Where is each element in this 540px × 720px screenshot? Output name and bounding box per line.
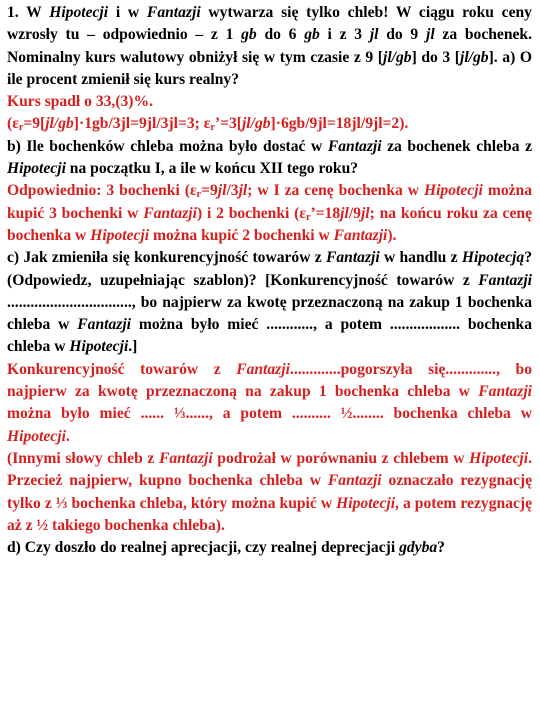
subscript: r: [196, 189, 202, 201]
paragraph-a1c: [7, 359, 532, 448]
text-run: b) Ile bochenków chleba można było dostać w: [7, 137, 328, 155]
italic-term: jl/gb: [382, 48, 412, 66]
text-run: . Przecież najpierw, kupno bochenka chleba w: [7, 449, 532, 490]
text-run: ]·6gb/9jl=18jl/9jl=2).: [270, 115, 409, 133]
text-run: d) Czy doszło do realnej aprecjacji, czy realnej deprecjacji: [7, 539, 400, 557]
text-run: i w: [108, 4, 147, 21]
text-run: ................................, bo najpierw za kwotę przeznaczoną na zakup 1 bochenka chleba w: [7, 293, 532, 334]
text-run: w handlu z: [379, 249, 462, 267]
italic-term: jl: [425, 26, 435, 44]
italic-term: jl: [369, 26, 379, 44]
italic-term: Fantazji: [333, 226, 388, 244]
text-run: do 9: [378, 26, 426, 44]
paragraph-q1: [7, 2, 532, 91]
italic-term: Fantazji: [478, 383, 532, 401]
text-run: na początku I, a ile w końcu XII tego roku?: [65, 160, 359, 178]
italic-term: Hipotecji: [49, 4, 109, 21]
italic-term: Hipotecji: [90, 226, 150, 244]
paragraph-a1c-expl: [7, 448, 532, 537]
italic-term: Fantazji: [325, 249, 380, 267]
italic-term: Fantazji: [77, 316, 131, 334]
text-run: =9: [201, 182, 218, 200]
text-run: oznaczało rezygnację tylko z ⅓ bochenka chleba, który można kupić w: [7, 472, 532, 512]
text-run: ]. a) O ile procent zmienił się kurs realny?: [7, 48, 533, 88]
text-run: ] do 3 [: [411, 48, 461, 66]
text-run: .............pogorszyła się............., bo najpierw za kwotę przeznaczoną na zakup 1 bochenka chleba w: [7, 360, 532, 401]
text-run: ) i 2 bochenki (ε: [196, 204, 307, 222]
italic-term: Hipotecji: [7, 427, 66, 445]
text-run: ).: [387, 226, 397, 244]
italic-term: Hipotecji: [7, 160, 66, 178]
italic-term: Hipotecji: [69, 338, 129, 356]
italic-term: Fantazji: [478, 271, 532, 289]
text-run: ]·1gb/3jl=9jl/3jl=3; ε: [73, 115, 211, 133]
text-run: (Innymi słowy chleb z: [7, 449, 159, 467]
text-run: ; na końcu roku za cenę bochenka w: [7, 204, 532, 244]
text-run: i z 3: [319, 26, 370, 44]
text-run: podrożał w porównaniu z chlebem w: [212, 449, 470, 467]
paragraph-q1d: [7, 537, 532, 559]
italic-term: gb: [241, 26, 257, 44]
paragraph-q1b: [7, 136, 532, 181]
subscript: r: [210, 122, 215, 134]
paragraph-a1: [7, 91, 532, 113]
text-run: można kupić 3 bochenki w: [7, 182, 533, 222]
text-run: ; w I za cenę bochenka w: [247, 182, 424, 200]
text-run: za bochenek. Nominalny kurs walutowy obniżył się w tym czasie z 9 [: [7, 26, 533, 66]
text-run: ? (Odpowiedz, uzupełniając szablon)? [Konkurencyjność towarów z: [7, 249, 532, 289]
italic-term: Fantazji: [327, 472, 382, 490]
text-run: .: [65, 427, 70, 445]
text-run: .]: [128, 338, 138, 356]
paragraph-q1c: [7, 247, 532, 358]
italic-term: Hipotecji: [423, 182, 483, 200]
italic-term: Fantazji: [327, 137, 382, 155]
text-run: 1. W: [7, 4, 50, 21]
document-body: [7, 2, 532, 559]
text-run: za bochenek chleba z: [381, 137, 532, 155]
text-run: , a potem rezygnację aż z ½ takiego bochenka chleba).: [7, 494, 532, 534]
italic-term: gdyba: [399, 539, 438, 557]
text-run: Konkurencyjność towarów z: [7, 360, 237, 378]
italic-term: jl: [360, 204, 370, 222]
italic-term: gb: [304, 26, 320, 44]
text-run: Odpowiednio: 3 bochenki (ε: [7, 182, 197, 200]
italic-term: Hipotecji: [336, 494, 396, 512]
italic-term: jl/gb: [45, 115, 74, 133]
text-run: /3: [226, 182, 239, 200]
italic-term: jl: [340, 204, 349, 222]
text-run: można kupić 2 bochenki w: [149, 226, 334, 244]
italic-term: Fantazji: [236, 360, 290, 378]
text-run: =9[: [23, 115, 46, 133]
text-run: wytwarza się tylko chleb! W ciągu roku ceny wzrosły tu – odpowiednio – z 1: [7, 4, 532, 44]
italic-term: jl/gb: [460, 48, 489, 66]
italic-term: Hipotecją: [461, 249, 525, 267]
text-run: /9: [348, 204, 361, 222]
text-run: ’=18: [310, 204, 341, 222]
paragraph-a1b: [7, 180, 532, 247]
text-run: (ε: [7, 115, 19, 133]
italic-term: jl/gb: [241, 115, 271, 133]
italic-term: jl: [238, 182, 248, 200]
text-run: można było mieć ...... ⅓......, a potem .......... ½........ bochenka chleba w: [7, 405, 532, 423]
italic-term: Fantazji: [143, 204, 197, 222]
subscript: r: [306, 211, 311, 223]
text-run: c) Jak zmieniła się konkurencyjność towarów z: [7, 249, 326, 267]
text-run: ’=3[: [214, 115, 242, 133]
italic-term: Fantazji: [158, 449, 213, 467]
text-run: można było mieć ............, a potem .................. bochenka chleba w: [7, 316, 533, 356]
italic-term: Hipotecji: [469, 449, 529, 467]
paragraph-a1-calc: [7, 113, 532, 135]
text-run: Kurs spadł o 33,(3)%.: [7, 93, 153, 111]
subscript: r: [18, 122, 24, 134]
text-run: do 6: [256, 26, 305, 44]
text-run: ?: [437, 539, 445, 557]
italic-term: Fantazji: [146, 4, 201, 21]
italic-term: jl: [217, 182, 227, 200]
